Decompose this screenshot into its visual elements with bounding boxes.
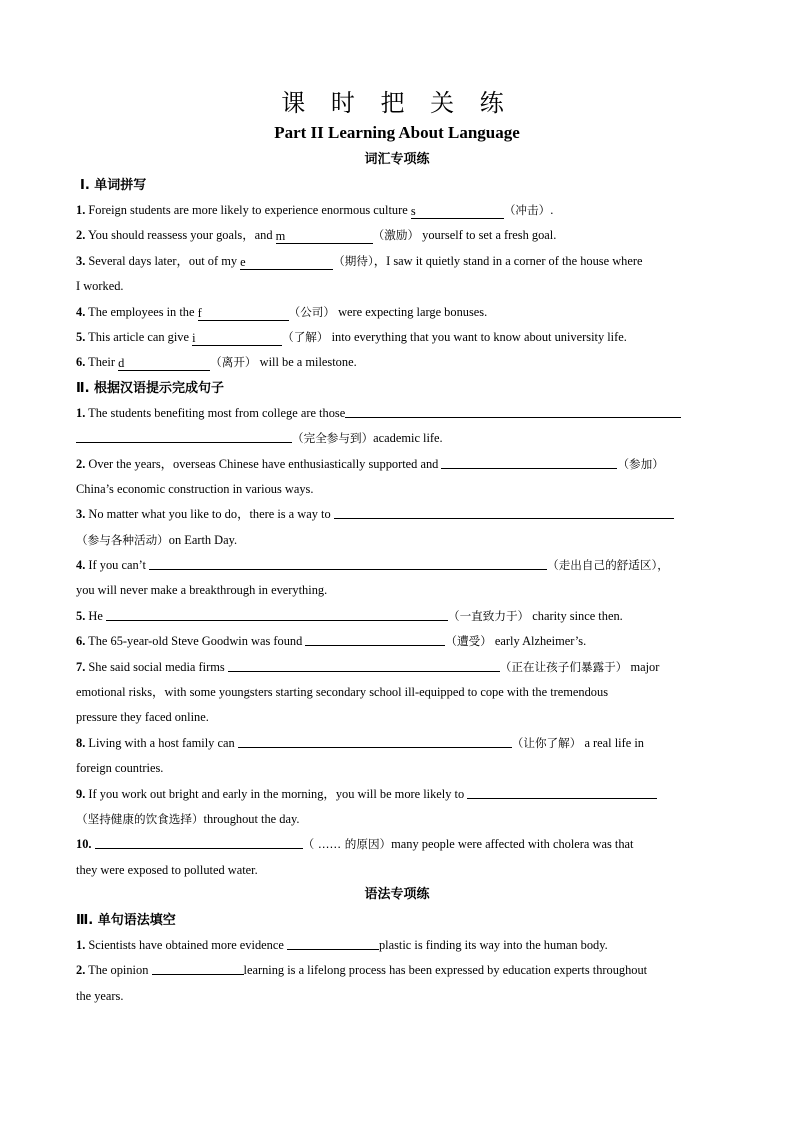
- item-text: Several days later，out of my: [88, 253, 238, 268]
- item-text: The 65-year-old Steve Goodwin was found: [88, 634, 303, 649]
- item-text: Over the years，overseas Chinese have enthusiastically supported and: [88, 456, 439, 471]
- item-number: 9.: [76, 786, 86, 801]
- item-text-end: learning is a lifelong process has been expressed by education experts throughout: [243, 963, 648, 978]
- item-text-end: a real life in: [584, 735, 644, 750]
- item-number: 6.: [76, 355, 86, 370]
- item-text-end: major: [630, 659, 660, 674]
- exercise-1-3-continued: I worked.: [76, 279, 124, 294]
- initial-letter: e: [240, 254, 246, 269]
- item-text: You should reassess your goals，and: [87, 228, 273, 243]
- item-number: 4.: [76, 304, 86, 319]
- exercise-2-3: [76, 502, 726, 527]
- exercise-2-1-continued: [76, 426, 726, 451]
- exercise-1-6: [76, 350, 726, 375]
- item-text-end: ，I saw it quietly stand in a corner of the house where: [373, 253, 643, 268]
- item-number: 6.: [76, 634, 86, 649]
- exercise-1-1: [76, 198, 726, 223]
- chinese-hint: （期待）: [333, 253, 374, 268]
- page-title: 课 时 把 关 练: [281, 89, 513, 117]
- item-text: This article can give: [88, 329, 189, 344]
- exercise-2-2: [76, 452, 726, 477]
- item-text-end: into everything that you want to know about university life.: [331, 329, 627, 344]
- exercise-2-4-continued: you will never make a breakthrough in everything.: [76, 583, 328, 598]
- item-number: 3.: [76, 507, 86, 522]
- item-text: If you work out bright and early in the morning，you will be more likely to: [88, 786, 465, 801]
- chinese-hint: （参加）: [617, 456, 664, 471]
- answer-blank[interactable]: [276, 230, 373, 244]
- chinese-hint: （冲击）: [503, 203, 551, 217]
- section-3-title: Ⅲ. 单句语法填空: [76, 913, 176, 928]
- exercise-3-2-continued: the years.: [76, 988, 124, 1003]
- answer-blank[interactable]: [240, 256, 333, 270]
- exercise-2-8-continued: foreign countries.: [76, 761, 164, 776]
- item-number: 8.: [76, 735, 86, 750]
- item-text: The students benefiting most from college are those: [88, 405, 346, 420]
- grammar-heading: 语法专项练: [364, 887, 430, 902]
- vocab-heading: 词汇专项练: [364, 152, 430, 167]
- chinese-hint: （一直致力于）: [447, 608, 530, 623]
- initial-letter: f: [197, 305, 202, 320]
- answer-blank[interactable]: [95, 835, 303, 849]
- exercise-1-2: [76, 223, 726, 248]
- answer-blank[interactable]: [152, 961, 244, 975]
- initial-letter: m: [275, 229, 286, 244]
- exercise-2-4: [76, 553, 726, 578]
- chinese-hint: （了解）: [282, 329, 329, 344]
- item-text-end: academic life.: [373, 431, 443, 446]
- chinese-hint: （正在让孩子们暴露于）: [499, 659, 628, 674]
- exercise-2-2-continued: China’s economic construction in various ways.: [76, 481, 314, 496]
- exercise-2-9: [76, 782, 726, 807]
- item-text: The employees in the: [88, 304, 195, 319]
- item-text-end: .: [550, 203, 554, 217]
- chinese-hint: （走出自己的舒适区）: [547, 558, 658, 573]
- item-number: 3.: [76, 253, 86, 268]
- exercise-1-4: [76, 300, 726, 325]
- initial-letter: i: [192, 330, 196, 345]
- item-text: He: [88, 608, 103, 623]
- item-number: 2.: [76, 963, 86, 978]
- answer-blank[interactable]: [467, 785, 657, 799]
- item-text-end: many people were affected with cholera was that: [391, 837, 634, 852]
- initial-letter: s: [410, 204, 416, 218]
- item-text: The opinion: [88, 963, 149, 978]
- chinese-hint: （让你了解）: [511, 735, 582, 750]
- chinese-hint: （公司）: [288, 304, 335, 319]
- section-1-title: Ⅰ. 单词拼写: [80, 178, 147, 193]
- chinese-hint: （参与各种活动）: [76, 532, 169, 547]
- item-text: If you can’t: [88, 558, 146, 573]
- exercise-3-2: [76, 958, 726, 983]
- item-number: 1.: [76, 405, 86, 420]
- section-2-title: Ⅱ. 根据汉语提示完成句子: [76, 380, 225, 396]
- exercise-2-1: [76, 401, 726, 426]
- answer-blank[interactable]: [411, 205, 504, 219]
- item-text-end: were expecting large bonuses.: [338, 304, 488, 319]
- chinese-hint: （坚持健康的饮食选择）: [76, 811, 204, 826]
- answer-blank-continued[interactable]: [76, 429, 292, 443]
- item-text-end: plastic is finding its way into the human body.: [378, 938, 608, 952]
- exercise-2-6: [76, 629, 726, 654]
- item-text-end: will be a milestone.: [259, 355, 357, 370]
- item-text-end: yourself to set a fresh goal.: [422, 228, 557, 243]
- item-text-end: charity since then.: [532, 608, 623, 623]
- answer-blank[interactable]: [228, 658, 500, 672]
- item-number: 5.: [76, 329, 86, 344]
- item-number: 2.: [76, 228, 86, 243]
- item-text: No matter what you like to do，there is a way to: [88, 507, 331, 522]
- exercise-1-3: [76, 249, 726, 274]
- item-text-end: on Earth Day.: [168, 532, 238, 547]
- answer-blank[interactable]: [149, 556, 547, 570]
- grammar-practice: [76, 908, 726, 1009]
- item-text-end: ，: [657, 558, 669, 573]
- chinese-hint: （激励）: [372, 228, 420, 243]
- answer-blank[interactable]: [287, 936, 379, 950]
- item-text: Scientists have obtained more evidence: [88, 938, 284, 952]
- chinese-hint: （离开）: [210, 355, 257, 370]
- initial-letter: d: [118, 356, 125, 371]
- answer-blank[interactable]: [334, 505, 674, 519]
- chinese-hint: （ …… 的原因）: [302, 837, 392, 852]
- page-subtitle: Part II Learning About Language: [274, 123, 520, 142]
- answer-blank[interactable]: [118, 357, 210, 371]
- exercise-2-7: [76, 655, 726, 680]
- item-number: 7.: [76, 659, 86, 674]
- item-number: 10.: [76, 837, 92, 852]
- item-text: She said social media firms: [88, 659, 225, 674]
- item-text-end: early Alzheimer’s.: [494, 634, 587, 649]
- item-number: 1.: [76, 938, 86, 952]
- item-number: 5.: [76, 608, 86, 623]
- answer-blank[interactable]: [345, 404, 681, 418]
- exercise-2-7-continued-2: pressure they faced online.: [76, 710, 209, 725]
- answer-blank[interactable]: [305, 632, 445, 646]
- item-text: Living with a host family can: [88, 735, 235, 750]
- exercise-2-10-continued: they were exposed to polluted water.: [76, 862, 258, 877]
- answer-blank[interactable]: [106, 607, 448, 621]
- exercise-2-10: [76, 832, 726, 857]
- exercise-2-8: [76, 731, 726, 756]
- item-text-end: throughout the day.: [203, 811, 300, 826]
- answer-blank[interactable]: [198, 307, 289, 321]
- answer-blank[interactable]: [238, 734, 512, 748]
- chinese-hint: （遭受）: [445, 634, 492, 649]
- exercise-2-7-continued: emotional risks，with some youngsters starting secondary school ill-equipped to cope with the tremendous: [76, 685, 609, 700]
- answer-blank[interactable]: [192, 332, 282, 346]
- item-text: Foreign students are more likely to experience enormous culture: [88, 203, 408, 217]
- answer-blank[interactable]: [441, 455, 617, 469]
- item-number: 1.: [76, 203, 86, 217]
- vocabulary-practice: [76, 173, 726, 883]
- exercise-1-5: [76, 325, 726, 350]
- item-number: 2.: [76, 456, 86, 471]
- item-text: Their: [88, 355, 116, 370]
- exercise-3-1: [76, 933, 726, 958]
- chinese-hint: （完全参与到）: [292, 431, 374, 446]
- exercise-2-9-continued: [76, 807, 726, 832]
- exercise-2-5: [76, 604, 726, 629]
- exercise-2-3-continued: [76, 528, 726, 553]
- item-number: 4.: [76, 558, 86, 573]
